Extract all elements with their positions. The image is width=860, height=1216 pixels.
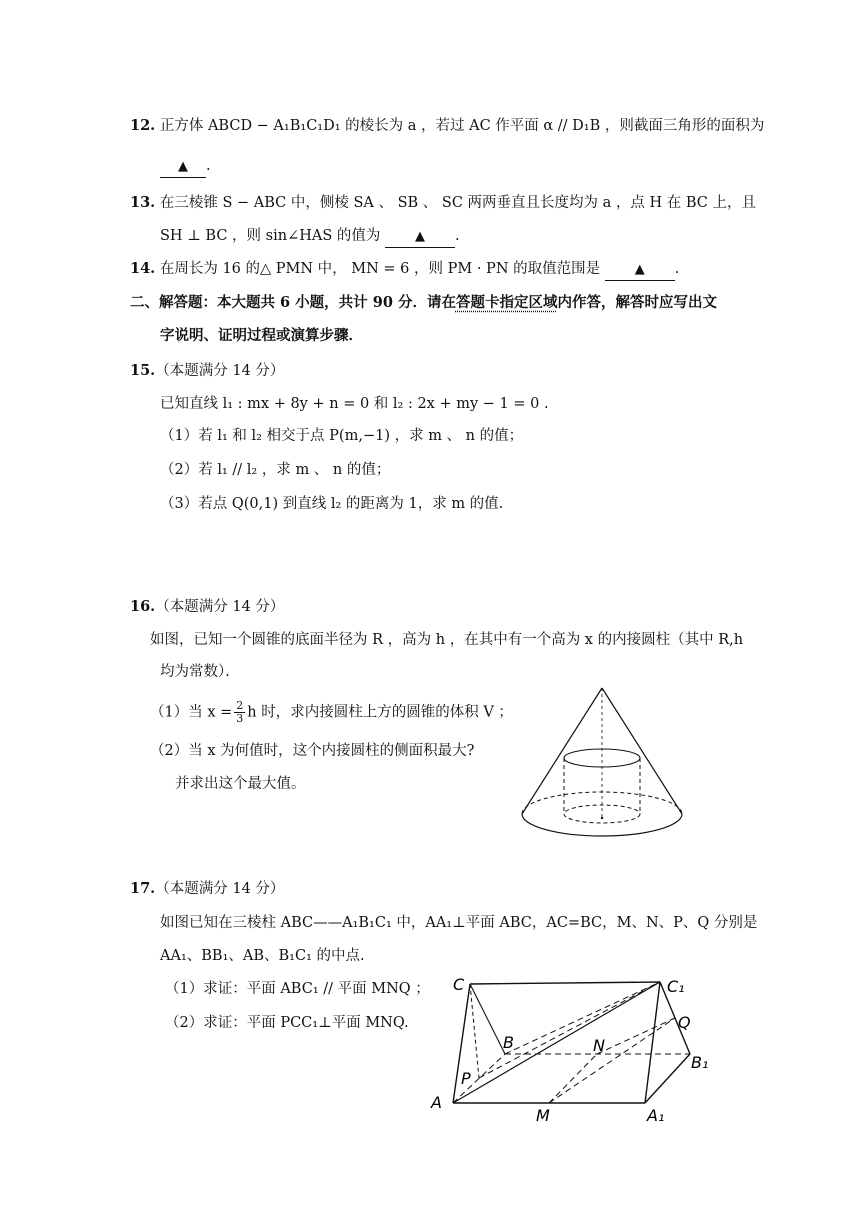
- q17-score: （本题满分 14 分）: [155, 881, 285, 897]
- fraction-numerator: 2: [236, 699, 244, 712]
- cylinder-top: [564, 749, 640, 767]
- label-P: P: [461, 1069, 471, 1088]
- label-A1: A₁: [647, 1106, 665, 1125]
- section2-text-pre: 二、解答题：本大题共 6 小题，共计 90 分．请在: [130, 294, 456, 311]
- q16-part1-pre: （1）当 x =: [150, 704, 233, 721]
- section2-text-dotted: 答题卡指定区域: [455, 294, 558, 311]
- q12-text: 正方体 ABCD − A₁B₁C₁D₁ 的棱长为 a ，若过 AC 作平面 α // D₁B ，则截面三角形的面积为: [159, 118, 765, 134]
- q13-answer-blank: [385, 226, 455, 248]
- q14-answer-blank: [605, 259, 675, 281]
- edge-M-N: [549, 1054, 597, 1103]
- q17-part2: （2）求证：平面 PCC₁⊥平面 MNQ.: [165, 1015, 409, 1031]
- section2-text2: 字说明、证明过程或演算步骤．: [160, 327, 363, 344]
- q17-header: [130, 879, 284, 899]
- q16-number: 16.: [130, 598, 156, 615]
- q17-part1: （1）求证：平面 ABC₁ // 平面 MNQ ；: [165, 981, 430, 997]
- q13-end: .: [455, 228, 460, 244]
- fraction-denominator: 3: [236, 712, 244, 725]
- q17-number: 17.: [130, 880, 156, 897]
- q15-number: 15.: [130, 362, 156, 379]
- q12-number: 12.: [130, 117, 156, 134]
- q15-part2: （2）若 l₁ // l₂ ，求 m 、 n 的值；: [160, 462, 391, 478]
- cone-cylinder-figure: [510, 680, 700, 850]
- q16-part2: （2）当 x 为何值时，这个内接圆柱的侧面积最大?: [150, 743, 475, 759]
- q12-line1: [130, 116, 764, 136]
- label-M: M: [536, 1106, 550, 1125]
- q16-part2b: 并求出这个最大值。: [175, 776, 306, 792]
- q15-part3: （3）若点 Q(0,1) 到直线 l₂ 的距离为 1，求 m 的值.: [160, 496, 504, 512]
- section2-text-post: 内作答，解答时应写出文: [557, 294, 717, 311]
- q13-text: 在三棱锥 S − ABC 中，侧棱 SA 、 SB 、 SC 两两垂直且长度均为 a ，点 H 在 BC 上，且: [159, 195, 756, 211]
- q13-text2: SH ⊥ BC ，则 sin∠HAS 的值为: [160, 228, 381, 244]
- q13-line1: [130, 193, 756, 213]
- q12-answer-blank: [160, 156, 206, 178]
- edge-A1-B1: [645, 1054, 690, 1103]
- q16-part1: [150, 700, 513, 725]
- edge-N-Q: [597, 1018, 675, 1054]
- q15-part1: （1）若 l₁ 和 l₂ 相交于点 P(m,−1) ，求 m 、 n 的值；: [160, 428, 524, 444]
- edge-C1-A1: [645, 982, 660, 1103]
- q14-number: 14.: [130, 260, 156, 277]
- q14-end: .: [674, 261, 680, 277]
- q17-stem1: 如图已知在三棱柱 ABC——A₁B₁C₁ 中，AA₁⊥平面 ABC，AC=BC，M、N、P、Q 分别是: [160, 915, 758, 931]
- q14-line1: [130, 259, 679, 281]
- edge-A-C1: [453, 982, 660, 1103]
- cone-left-edge: [522, 688, 602, 814]
- q13-line2: [160, 226, 460, 248]
- q16-stem1: 如图，已知一个圆锥的底面半径为 R ，高为 h ，在其中有一个高为 x 的内接圆柱（其中 R,h: [150, 632, 744, 648]
- q15-header: [130, 361, 284, 381]
- answer-triangle-icon: ▲: [634, 262, 645, 277]
- q16-part1-post: h 时，求内接圆柱上方的圆锥的体积 V ；: [247, 704, 513, 721]
- q13-number: 13.: [130, 194, 156, 211]
- q12-end: .: [206, 158, 211, 174]
- edge-B-C1: [505, 982, 660, 1054]
- label-C1: C₁: [667, 977, 685, 996]
- label-C: C: [453, 975, 465, 994]
- q16-fraction: [234, 700, 245, 725]
- base-center-dot: [601, 817, 603, 819]
- q17-stem2: AA₁、BB₁、AB、B₁C₁ 的中点.: [160, 948, 365, 964]
- q12-line2: [160, 156, 211, 178]
- edge-C-C1: [470, 982, 660, 984]
- label-B1: B₁: [691, 1053, 709, 1072]
- label-N: N: [593, 1036, 605, 1055]
- edge-P-C1: [479, 982, 660, 1078]
- q15-stem: 已知直线 l₁ : mx + 8y + n = 0 和 l₂ : 2x + my − 1 = 0 .: [160, 396, 549, 412]
- answer-triangle-icon: ▲: [415, 229, 426, 244]
- answer-triangle-icon: ▲: [178, 159, 188, 174]
- q16-stem2: 均为常数）．: [160, 664, 240, 680]
- q14-text: 在周长为 16 的△ PMN 中， MN = 6 ，则 PM · PN 的取值范围是: [159, 261, 601, 277]
- label-A: A: [431, 1093, 442, 1112]
- section2-heading-line2: [160, 326, 363, 346]
- label-B: B: [503, 1033, 514, 1052]
- prism-figure: [425, 968, 725, 1128]
- label-Q: Q: [678, 1013, 691, 1032]
- q16-score: （本题满分 14 分）: [155, 599, 285, 615]
- section2-heading-line1: [130, 293, 717, 313]
- q15-score: （本题满分 14 分）: [155, 363, 285, 379]
- q16-header: [130, 597, 284, 617]
